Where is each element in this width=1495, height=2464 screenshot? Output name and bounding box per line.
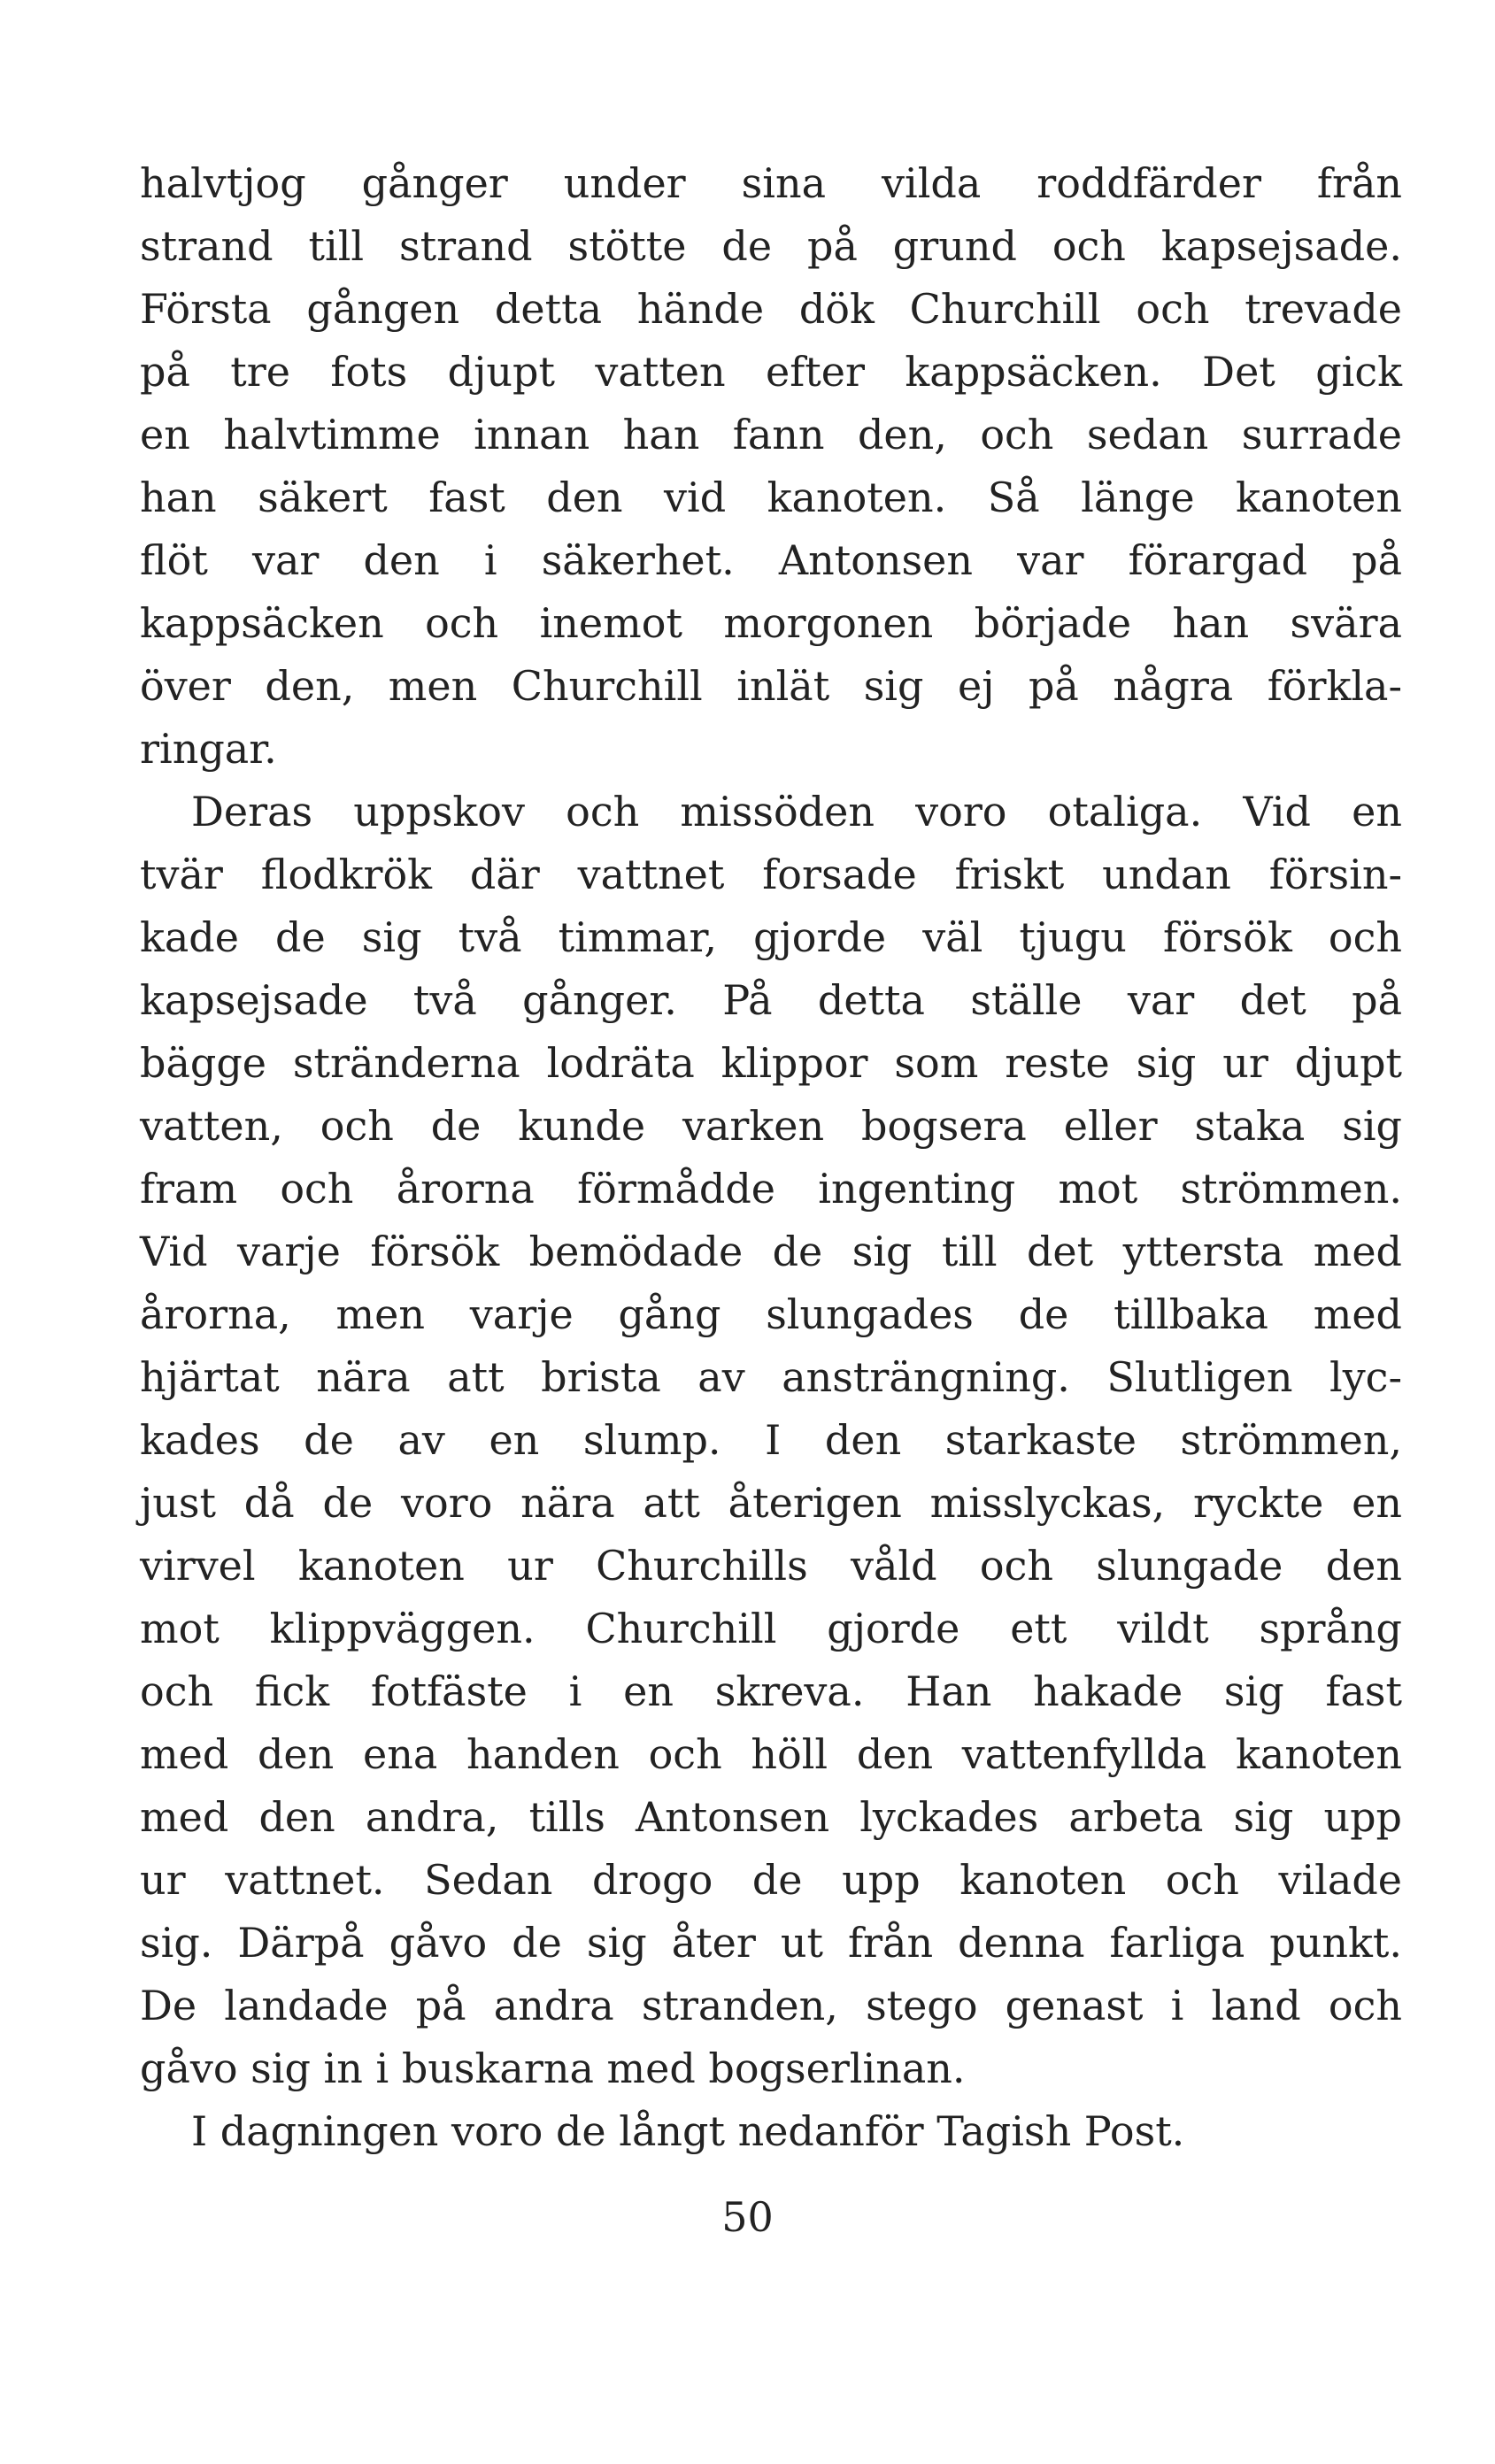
paragraph-start-line: I dagningen voro de långt nedanför Tagish Post.: [191, 2107, 1185, 2155]
text-line: strand till strand stötte de på grund och kapsejsade.: [140, 222, 1402, 270]
text-line: bägge stränderna lodräta klippor som reste sig ur djupt: [140, 1039, 1402, 1087]
text-line: flöt var den i säkerhet. Antonsen var förargad på: [140, 536, 1402, 584]
text-line: en halvtimme innan han fann den, och sedan surrade: [140, 411, 1402, 458]
text-line: Första gången detta hände dök Churchill och trevade: [140, 285, 1402, 333]
text-line: fram och årorna förmådde ingenting mot strömmen.: [140, 1165, 1402, 1213]
paragraph-start-line: Deras uppskov och missöden voro otaliga. Vid en: [191, 788, 1402, 835]
text-line: kade de sig två timmar, gjorde väl tjugu försök och: [140, 913, 1402, 961]
text-line: De landade på andra stranden, stego genast i land och: [140, 1982, 1402, 2029]
text-line: och fick fotfäste i en skreva. Han hakade sig fast: [140, 1667, 1402, 1715]
text-line: ringar.: [140, 725, 277, 773]
text-line: tvär flodkrök där vattnet forsade friskt undan försin-: [140, 851, 1402, 898]
text-line: halvtjog gånger under sina vilda roddfärder från: [140, 159, 1402, 207]
text-line: kapsejsade två gånger. På detta ställe var det på: [140, 976, 1402, 1024]
text-line: Vid varje försök bemödade de sig till det yttersta med: [140, 1228, 1402, 1275]
text-line: kades de av en slump. I den starkaste strömmen,: [140, 1416, 1402, 1464]
text-line: årorna, men varje gång slungades de tillbaka med: [140, 1290, 1402, 1338]
text-line: gåvo sig in i buskarna med bogserlinan.: [140, 2044, 966, 2092]
text-line: hjärtat nära att brista av ansträngning. Slutligen lyc-: [140, 1353, 1402, 1401]
text-line: med den andra, tills Antonsen lyckades arbeta sig upp: [140, 1793, 1402, 1841]
body-text: [140, 152, 1402, 2163]
text-line: på tre fots djupt vatten efter kappsäcken. Det gick: [140, 348, 1402, 396]
text-line: ur vattnet. Sedan drogo de upp kanoten och vilade: [140, 1856, 1402, 1904]
text-line: mot klippväggen. Churchill gjorde ett vildt språng: [140, 1605, 1402, 1652]
text-line: vatten, och de kunde varken bogsera eller staka sig: [140, 1102, 1402, 1150]
text-line: virvel kanoten ur Churchills våld och slungade den: [140, 1542, 1402, 1590]
text-line: just då de voro nära att återigen misslyckas, ryckte en: [140, 1479, 1402, 1527]
text-line: sig. Därpå gåvo de sig åter ut från denna farliga punkt.: [140, 1919, 1402, 1967]
page-number: 50: [721, 2193, 774, 2241]
text-line: över den, men Churchill inlät sig ej på några förkla-: [140, 662, 1402, 710]
text-line: kappsäcken och inemot morgonen började han svära: [140, 599, 1402, 647]
text-line: han säkert fast den vid kanoten. Så länge kanoten: [140, 474, 1402, 521]
text-line: med den ena handen och höll den vattenfyllda kanoten: [140, 1730, 1402, 1778]
